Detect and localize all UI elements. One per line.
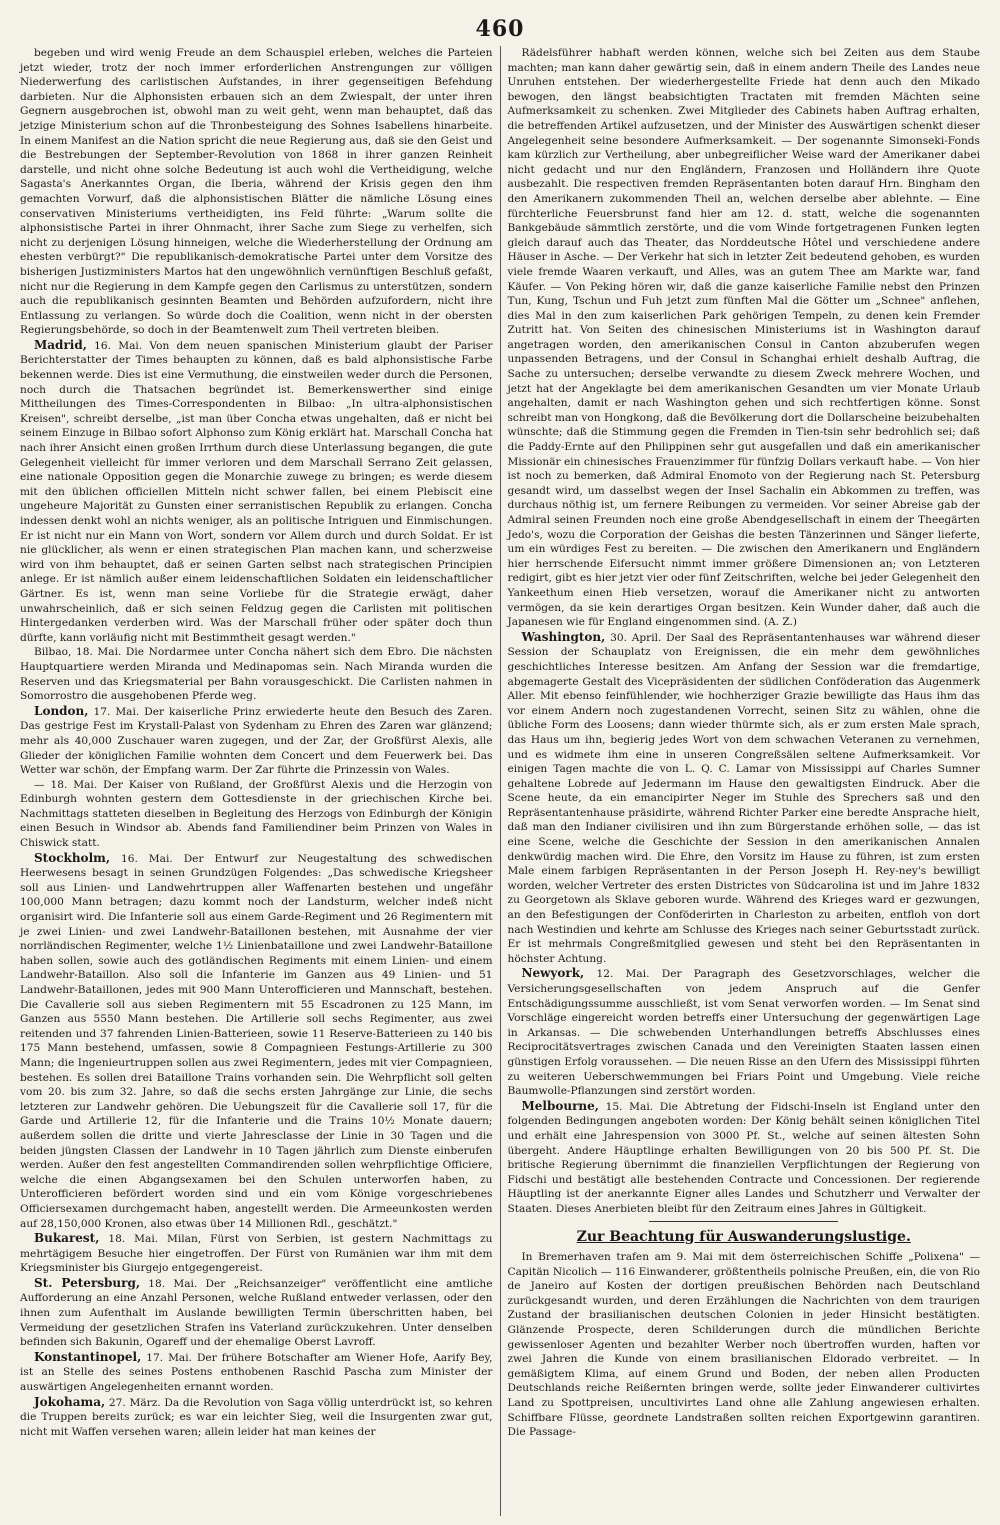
article-text: 17. Mai. Der kaiserliche Prinz erwiederte heute den Besuch des Zaren. Das gestrige Fest im Krystall-Palast von Sydenham zu Ehren des Zaren war glänzend; mehr als 40,000 Zuschauer waren zugegen, und der Zar, der Großfürst Alexis, alle Glieder der königlichen Familie wohnten dem Concert und dem Feuerwerk bei. Das Wetter war schön, der Empfang warm. Der Zar führte die Prinzessin von Wales. [20, 705, 493, 777]
article-dateline: Jokohama, [34, 1394, 106, 1409]
article-paragraph [20, 704, 493, 778]
article-paragraph [508, 1099, 981, 1217]
article-text: 15. Mai. Die Abtretung der Fidschi-Inseln ist England unter den folgenden Bedingungen angeboten worden: Der König behält seinen königlichen Titel und erhält eine Jahrespension von 3000 Pf. St., welche auf seinen ältesten Sohn übergeht. Andere Häuptlinge erhalten Bewilligungen von 20 bis 500 Pf. St. Die britische Regierung übernimmt die finanziellen Verpflichtungen der Regierung von Fidschi und bestätigt alle bestehenden Contracte und Concessionen. Der regierende Häuptling ist der anerkannte Eigner alles Landes und Schutzherr und Verwalter der Staaten. Dieses Anerbieten bleibt für den Zeitraum eines Jahres in Gültigkeit. [507, 1100, 980, 1215]
article-paragraph [20, 338, 493, 645]
article-paragraph [508, 46, 981, 630]
page-number: 460 [475, 16, 525, 42]
column-container [14, 46, 986, 1516]
article-dateline: Stockholm, [34, 850, 110, 865]
article-text: 18. Mai. Milan, Fürst von Serbien, ist gestern Nachmittags zu mehrtägigem Besuche hier eingetroffen. Der Fürst von Rumänien war ihm mit dem Kriegsminister bis Giurgejo entgegengereist. [20, 1233, 493, 1275]
article-text: 17. Mai. Der frühere Botschafter am Wiener Hofe, Aarify Bey, ist an Stelle des seines Postens enthobenen Raschid Pascha zum Minister der auswärtigen Angelegenheiten ernannt worden. [20, 1351, 493, 1394]
article-paragraph [20, 46, 493, 338]
article-paragraph [20, 1350, 493, 1395]
article-text: 18. Mai. Der „Reichsanzeiger" veröffentlicht eine amtliche Aufforderung an eine Anzahl Personen, welche Rußland entweder verlassen, oder den ihnen zum Aufenthalt im Auslande bewilligten Termin überschritten haben, bei Vermeidung der gesetzlichen Strafen ins Vaterland zurückzukehren. Unter denselben befinden sich Bakunin, Ogareff und der ehemalige Oberst Lavroff. [20, 1277, 493, 1349]
article-paragraph [20, 1395, 493, 1440]
column-rule [500, 46, 501, 1516]
article-paragraph [20, 778, 493, 851]
article-dateline: Washington, [521, 629, 606, 644]
article-text: 12. Mai. Der Paragraph des Gesetzvorschlages, welcher die Versicherungsgesellschaften von jedem Anspruch auf die Genfer Entschädigungssumme ausschließt, ist vom Senat verworfen worden. — Im Senat sind Vorschläge eingereicht worden betreffs einer Untersuchung der gegenwärtigen Lage in Arkansas. — Die schwebenden Unterhandlungen betreffs Abschlusses eines Reciprocitätsvertrages zwischen Canada und den Vereinigten Staaten lassen einen günstigen Erfolg voraussehen. — Die neuen Risse an den Ufern des Mississippi führten zu weiteren Ueberschwemmungen bei Friars Point und Umgebung. Viele reiche Baumwolle-Pflanzungen sind zerstört worden. [507, 968, 980, 1098]
article-text: 27. März. Da die Revolution von Saga völlig unterdrückt ist, so kehren die Truppen bereits zurück; es war ein leichter Sieg, weil die Insurgenten zwar gut, nicht mit Waffen versehen waren; allein leider hat man keines der [20, 1396, 493, 1438]
article-dateline: Bukarest, [34, 1231, 100, 1246]
article-text: 30. April. Der Saal des Repräsentantenhauses war während dieser Session der Schauplatz von Ereignissen, die ein mehr dem gewöhnliches geschichtliches Interesse besitzen. Am Anfang der Session war die fremdartige, abgemagerte Gestalt des Vicepräsidenten der südlichen Conföderation das Augenmerk Aller. Mit ebenso feinfühlender, wie hochherziger Grazie bewilligte das Haus ihm das vor einem Andern noch zugestandenen Vorrecht, seinen Sitz zu wählen, ohne die übliche Form des Loosens; dann wieder thürmte sich, als er zum ersten Male sprach, das Haus um ihn, begierig jedes Wort von dem schwachen Veteranen zu vernehmen, und es widmete ihm eine in unseren Congreßsälen seltene Aufmerksamkeit. Vor einigen Tagen machte die von L. Q. C. Lamar von Mississippi auf Charles Sumner gehaltene Lobrede auf Jedermann im Hause den gewaltigsten Eindruck. Aber die Scene heute, da ein emancipirter Neger im Stuhle des Sprechers saß und den Repräsentantenhause präsidirte, während Richter Parker eine beredte Ansprache hielt, daß man den Indianer civilisiren und ihn zum Bürgerstande erhöhen solle, — das ist eine Scene, welche die Geschichte der Session in den amerikanischen Annalen denkwürdig machen wird. Die Ehre, den Vorsitz im Hause zu führen, ist zum ersten Male einem farbigen Repräsentanten in der Person Joseph H. Rey-ney's bewilligt worden, welcher Vertreter des ersten Districtes von Südcarolina ist und im Jahre 1832 zu Georgetown als Sklave geboren wurde. Während des Krieges ward er gezwungen, an den Befestigungen der Conföderirten in Charleston zu arbeiten, entfloh von dort nach Westindien und kehrte am Schlusse des Krieges nach seiner Geburtsstadt zurück. Er ist mehrmals Congreßmitglied gewesen und steht bei den Repräsentanten in höchster Achtung. [507, 631, 980, 965]
article-text: 16. Mai. Von dem neuen spanischen Ministerium glaubt der Pariser Berichterstatter der Times behaupten zu können, daß es bald alphonsistische Farbe bekennen werde. Dies ist eine Vermuthung, die einstweilen weder durch die Personen, noch durch die Thatsachen begründet ist. Bemerkenswerther sind einige Mittheilungen des Times-Correspondenten in Bilbao: „In ultra-alphonsistischen Kreisen", schreibt derselbe, „ist man über Concha etwas ungehalten, daß er nicht bei seinem Einzuge in Bilbao sofort Alphonso zum König erklärt hat. Marschall Concha hat nach ihrer Ansicht einen großen Irrthum durch diese Unterlassung begangen, die gute Gelegenheit vielleicht für immer verloren und dem Marschall Serrano Zeit gelassen, eine nationale Opposition gegen die Monarchie zuwege zu bringen; es werde diesem mit den üblichen officiellen Mitteln nicht schwer fallen, bei einem Plebiscit eine ungeheure Majorität zu Gunsten einer serranistischen Republik zu erlangen. Concha indessen denkt wohl an nichts weniger, als an politische Intriguen und Einmischungen. Er ist nicht nur ein Mann von Wort, sondern vor Allem durch und durch Soldat. Er ist nie glücklicher, als wenn er einen strategischen Plan machen kann, und scherzweise wird von ihm behauptet, daß er seinen Garten selbst nach strategischen Principien anlege. Er ist nämlich außer einem leidenschaftlichen Soldaten ein leidenschaftlicher Gärtner. Es ist, wenn man seine Vorliebe für die Strategie erwägt, daher unwahrscheinlich, daß er sich seinen Feldzug gegen die Carlisten mit politischen Hintergedanken verderben wird. Was der Marschall früher oder später doch thun dürfte, kann vorläufig nicht mit Bestimmtheit gesagt werden." [20, 339, 493, 644]
section-text: In Bremerhaven trafen am 9. Mai mit dem österreichischen Schiffe „Polixena" — Capitän Nicolich — 116 Einwanderer, größtentheils polnische Preußen, ein, die von Rio de Janeiro auf Kosten der dortigen preußischen Behörden nach Deutschland zurückgesandt wurden, und deren Erzählungen die Nachrichten von dem traurigen Zustand der brasilianischen deutschen Colonien in jeder Hinsicht bestätigten. Glänzende Prospecte, deren Schilderungen durch die mündlichen Berichte gewissenloser Agenten und bezahlter Werber noch übertroffen wurden, haften vor zwei Jahren die Kunde von einem brasilianischen Eldorado verbreitet. — In gemäßigtem Klima, auf einem Grund und Boden, der neben allen Producten Deutschlands reiche Reißernten bringen werde, sollte jeder Einwanderer cultivirtes Land zu Spottpreisen, uncultivirtes Land ohne alle Zahlung angewiesen erhalten. Schiffbare Flüsse, geordnete Landstraßen sollten reichen Exportgewinn garantiren. Die Passage- [507, 1251, 980, 1439]
article-dateline: Konstantinopel, [34, 1349, 142, 1364]
article-dateline: London, [34, 703, 89, 718]
left-column [14, 46, 499, 1516]
article-text: — 18. Mai. Der Kaiser von Rußland, der Großfürst Alexis und die Herzogin von Edinburgh wohnten gestern dem Gottesdienste in der griechischen Kirche bei. Nachmittags statteten dieselben in Begleitung des Herzogs von Edinburgh der Königin einen Besuch in Windsor ab. Abends fand Familiendiner beim Prinzen von Wales in Chiswick statt. [20, 778, 493, 850]
article-text: begeben und wird wenig Freude an dem Schauspiel erleben, welches die Parteien jetzt wieder, trotz der noch immer erforderlichen Anstrengungen zur völligen Niederwerfung des carlistischen Aufstandes, in ihrer gegenseitigen Befehdung darbieten. Nur die Alphonsisten erbauen sich an dem Zwiespalt, der unter ihren Gegnern ausgebrochen ist, obwohl man zu weit geht, wenn man behauptet, daß das jetzige Ministerium schon auf die Thronbesteigung des Sohnes Isabellens hinarbeite. In einem Manifest an die Nation spricht die neue Regierung aus, daß sie den Geist und die Bestrebungen der September-Revolution von 1868 in ihrer ganzen Reinheit darstelle, und nicht ohne solche Bedeutung ist auch wohl die Vertheidigung, welche Sagasta's Anerkanntes Organ, die Iberia, während der Krisis gegen den ihm gemachten Vorwurf, daß die alphonsistischen Blätter die nämliche Lösung eines conservativen Ministeriums vertheidigten, ins Feld führte: „Warum sollte die alphonsistische Partei in ihrer Ohnmacht, ihrer Sache zum Siege zu verhelfen, sich nicht zu derjenigen Lösung hinneigen, welche die Wiederherstellung der Ordnung am ehesten verbürgt?" Die republikanisch-demokratische Partei unter dem Vorsitze des bisherigen Justizministers Martos hat den ungewöhnlich vernünftigen Beschluß gefaßt, nicht nur die Regierung in dem Kampfe gegen den Carlismus zu unterstützen, sondern auch die republikanisch gesinnten Beamten und Behörden aufzufordern, nicht ihre Entlassung zu verlangen. So würde doch die Coalition, wenn nicht in der obersten Regierungsbehörde, so doch in der Beamtenwelt zum Theil vertreten bleiben. [20, 47, 493, 337]
article-dateline: Newyork, [521, 966, 585, 981]
article-text: Rädelsführer habhaft werden können, welche sich bei Zeiten aus dem Staube machten; man kann daher gewärtig sein, daß in einem andern Theile des Landes neue Unruhen entstehen. Der wiederhergestellte Friede hat denn auch den Mikado bewogen, den längst beabsichtigten Tractaten mit fremden Mächten seine Aufmerksamkeit zu schenken. Zwei Mitglieder des Cabinets haben Auftrag erhalten, die betreffenden Artikel aufzusetzen, und der Minister des Auswärtigen schenkt dieser Angelegenheit seine besondere Aufmerksamkeit. — Der sogenannte Simonseki-Fonds kam kürzlich zur Vertheilung, aber unbegreiflicher Weise ward der Amerikaner dabei nicht gedacht und nur den Engländern, Franzosen und Holländern ihre Quote ausbezahlt. Die respectiven fremden Repräsentanten boten darauf Hrn. Bingham den den Amerikanern zukommenden Theil an, welchen derselbe aber ablehnte. — Eine fürchterliche Feuersbrunst fand hier am 12. d. statt, welche die sogenannten Bankgebäude sämmtlich zerstörte, und die vom Winde fortgetragenen Funken legten gleich darauf auch das Theater, das Norddeutsche Hôtel und verschiedene andere Häuser in Asche. — Der Verkehr hat sich in letzter Zeit bedeutend gehoben, es wurden viele fremde Waaren verkauft, und Alles, was an gutem Thee am Markte war, fand Käufer. — Von Peking hören wir, daß die ganze kaiserliche Familie nebst den Prinzen Tun, Kung, Tschun und Fuh jetzt zum fünften Mal die Götter um „Schnee" anflehen, dies Mal in den zum kaiserlichen Park gehörigen Tempeln, zu denen kein Fremder Zutritt hat. Von Seiten des chinesischen Ministeriums ist in Washington darauf angetragen worden, den amerikanischen Consul in Canton abzuberufen wegen unpassenden Betragens, und der Consul in Schanghai erhielt deshalb Auftrag, die Sache zu untersuchen; derselbe verwandte zu diesem Zweck mehrere Wochen, und jetzt hat der Angeklagte bei dem amerikanischen Gesandten um vier Monate Urlaub angehalten, damit er nach Washington gehen und sich rechtfertigen könne. Sonst schreibt man von Hongkong, daß die Bevölkerung dort die Dollarscheine beizubehalten wünschte; daß die Stimmung gegen die Fremden in Tien-tsin sehr bedrohlich sei; daß die Paddy-Ernte auf den Philippinen sehr gut ausgefallen und daß ein amerikanischer Missionär ein chinesisches Frauenzimmer für fünfzig Dollars verkauft habe. — Von hier ist noch zu bemerken, daß Admiral Enomoto von der Regierung nach St. Petersburg gesandt wird, um dasselbst wegen der Insel Sachalin ein Abkommen zu treffen, was durchaus nöthig ist, um fernere Reibungen zu vermeiden. Vor seiner Abreise gab der Admiral seinen Freunden noch eine große Abendgesellschaft in einem der Theegärten Jedo's, wozu die Corporation der Geishas die besten Tänzerinnen und Sänger lieferte, um ein würdiges Fest zu bereiten. — Die zwischen den Amerikanern und Engländern hier herrschende Eifersucht nimmt immer größere Dimensionen an; von Letzteren redigirt, gibt es hier jetzt vier oder fünf Zeitschriften, welche bei jeder Gelegenheit den Yankeethum einen Hieb versetzen, worauf die Amerikaner nicht zu antworten vermögen, da sie kein derartiges Organ besitzen. Kein Wunder daher, daß auch die Japanesen wie für England eingenommen sind. (A. Z.) [507, 47, 980, 629]
article-text: Bilbao, 18. Mai. Die Nordarmee unter Concha nähert sich dem Ebro. Die nächsten Hauptquartiere werden Miranda und Medinapomas sein. Nach Miranda wurden die Reserven und das Kriegsmaterial per Bahn vorausgeschickt. Die Carlisten nahmen in Somorrostro die ausgehobenen Pferde weg. [20, 646, 493, 703]
article-dateline: Madrid, [34, 337, 87, 352]
article-dateline: St. Petersburg, [34, 1275, 141, 1290]
right-column [502, 46, 987, 1516]
article-paragraph [20, 645, 493, 703]
article-paragraph [508, 630, 981, 967]
article-paragraph [20, 1231, 493, 1276]
section-divider [649, 1221, 838, 1222]
article-paragraph [508, 966, 981, 1098]
article-paragraph [20, 851, 493, 1231]
article-paragraph [20, 1276, 493, 1350]
article-dateline: Melbourne, [521, 1098, 599, 1113]
article-text: 16. Mai. Der Entwurf zur Neugestaltung des schwedischen Heerwesens besagt in seinen Grundzügen Folgendes: „Das schwedische Kriegsheer soll aus Linien- und Landwehrtruppen aller Waffenarten bestehen und ungefähr 100,000 Mann betragen; dazu kommt noch der Landsturm, welcher indeß nicht organisirt wird. Die Infanterie soll aus einem Garde-Regiment und 26 Regimentern mit je zwei Linien- und zwei Landwehr-Bataillonen bestehen, mit Ausnahme der vier norrländischen Regimenter, welche 1½ Linienbataillone und zwei Landwehr-Bataillone haben sollen, sowie auch des gotländischen Regiments mit einem Linien- und einem Landwehr-Bataillon. Also soll die Infanterie im Ganzen aus 49 Linien- und 51 Landwehr-Bataillonen, jedes mit 900 Mann Unterofficieren und Mannschaft, bestehen. Die Cavallerie soll aus sieben Regimentern mit 55 Escadronen zu 125 Mann, im Ganzen aus 5550 Mann bestehen. Die Artillerie soll sechs Regimenter, aus zwei reitenden und 37 fahrenden Linien-Batterieen, sowie 11 Reserve-Batterieen zu 140 bis 175 Mann bestehend, umfassen, sowie 8 Compagnieen Festungs-Artillerie zu 300 Mann; die Ingenieurtruppen sollen aus zwei Regimentern, jedes mit vier Compagnieen, bestehen. Es sollen drei Bataillone Trains vorhanden sein. Die Wehrpflicht soll gelten vom 20. bis zum 32. Jahre, so daß die sechs ersten Jahrgänge zur Linie, die sechs letzteren zur Landwehr gehören. Die Uebungszeit für die Cavallerie soll 17, für die Garde und Artillerie 12, für die Infanterie und die Trains 10½ Monate dauern; außerdem sollen die dritte und vierte Jahresclasse der Linie in 30 Tagen und die beiden jüngsten Classen der Landwehr in 10 Tagen jährlich zum Dienste einberufen werden. Außer den fest angestellten Commandirenden sollen wehrpflichtige Officiere, welche die einen Abgangsexamen bei den Schulen unterworfen haben, zu Unterofficieren befördert worden sind und ein vom Könige vorgeschriebenes Officiersexamen durchgemacht haben, angestellt werden. Die Armeeunkosten werden auf 28,150,000 Kronen, also etwas über 14 Millionen Rdl., geschätzt." [20, 852, 493, 1230]
right-column-articles [508, 46, 981, 1217]
section-heading: Zur Beachtung für Auswanderungslustige. [576, 1228, 911, 1245]
